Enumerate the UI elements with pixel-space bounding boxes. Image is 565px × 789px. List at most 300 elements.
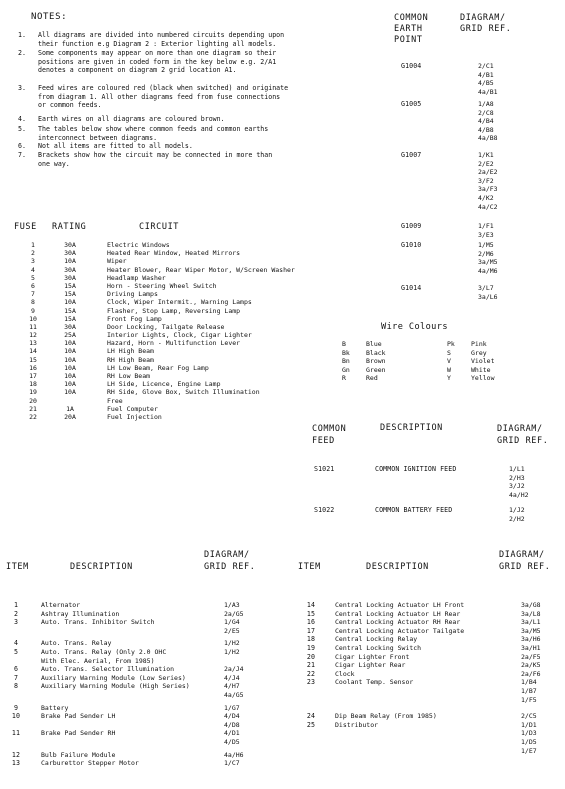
item-description-line: Central Locking Actuator LH Rear xyxy=(335,609,461,618)
fuse-circuit: Clock, Wiper Intermit., Warning Lamps xyxy=(107,298,252,307)
item-number: 9 xyxy=(13,703,19,712)
item-description-line: Central Locking Switch xyxy=(335,644,422,652)
item-number: 17 xyxy=(306,626,316,635)
item-description xyxy=(41,648,166,665)
item-description xyxy=(335,618,460,627)
feed-header xyxy=(312,423,346,447)
fuse-rating: 10A xyxy=(64,257,76,266)
wire-code-right xyxy=(447,340,455,383)
rating-header: RATING xyxy=(52,222,87,232)
item-description-line: Dip Beam Relay (From 1985) xyxy=(335,712,437,721)
item-description-line: Auto. Trans. Selector Illumination xyxy=(41,665,175,674)
feed-ref: 2/H2 xyxy=(509,514,525,523)
earth-ref: 3/L7 xyxy=(478,284,494,292)
wire-code-left xyxy=(342,340,350,383)
earth-point: G1004 xyxy=(401,62,422,70)
fuse-number: 8 xyxy=(31,298,35,307)
item-description xyxy=(41,610,119,619)
item-ref: 1/G7 xyxy=(224,703,240,712)
item-refs xyxy=(224,648,240,657)
fuse-number: 9 xyxy=(31,306,35,315)
earth-ref: 3a/F3 xyxy=(478,185,498,194)
item-ref: 4/D5 xyxy=(224,737,240,746)
earth-ref: 1/A8 xyxy=(478,100,494,108)
earth-ref: 4a/B1 xyxy=(478,87,498,96)
fuse-number: 1 xyxy=(31,241,35,249)
wire-name: Blue xyxy=(366,340,382,348)
item-description xyxy=(335,678,413,687)
fuse-rating: 30A xyxy=(64,265,76,274)
item-refs xyxy=(224,751,244,760)
item-refs xyxy=(224,729,240,746)
item-description-line: Auto. Trans. Relay xyxy=(41,639,112,648)
fuse-circuit: Headlamp Washer xyxy=(107,273,166,282)
fuse-rating: 15A xyxy=(64,306,76,315)
item-description xyxy=(335,661,405,670)
earth-refs xyxy=(478,62,498,96)
earth-ref: 4a/C2 xyxy=(478,202,498,211)
wire-name: Red xyxy=(366,374,378,383)
earth-refs xyxy=(478,151,498,211)
item-number: 24 xyxy=(306,712,316,721)
item-ref: 4/D8 xyxy=(224,720,240,729)
fuse-rating: 30A xyxy=(64,322,76,331)
item-refs xyxy=(224,682,244,699)
item-ref: 1/D3 xyxy=(521,729,537,738)
earth-ref: 4/B5 xyxy=(478,79,494,88)
feed-code: S1022 xyxy=(314,506,335,514)
item-description-line: With Elec. Aerial, From 1985) xyxy=(41,656,155,665)
item-description-line: Auto. Trans. Inhibitor Switch xyxy=(41,618,155,627)
fuse-rating: 15A xyxy=(64,281,76,290)
fuse-number: 20 xyxy=(29,396,37,405)
note-number: 5. xyxy=(18,125,26,133)
earth-point: G1010 xyxy=(401,241,422,249)
fuse-number: 12 xyxy=(29,331,37,340)
wire-name-right xyxy=(471,340,494,383)
note-number: 2. xyxy=(18,49,26,57)
item-description xyxy=(335,601,464,610)
wire-name: Yellow xyxy=(471,374,495,383)
item-ref: 2/E5 xyxy=(224,626,240,635)
item-number: 16 xyxy=(306,618,316,627)
fuse-circuit: Hazard, Horn - Multifunction Lever xyxy=(107,339,241,348)
item-ref: 4/D4 xyxy=(224,712,240,721)
fuse-number: 11 xyxy=(29,322,37,331)
fuse-number: 3 xyxy=(31,257,35,266)
earth-ref: 2/E2 xyxy=(478,159,494,168)
item-number: 8 xyxy=(13,682,19,691)
earth-ref: 3a/L6 xyxy=(478,292,498,301)
wire-colours-title: Wire Colours xyxy=(381,322,448,332)
earth-header-line: COMMON xyxy=(394,13,429,23)
fuse-rating: 15A xyxy=(64,290,76,299)
earth-ref: 4/B8 xyxy=(478,125,494,134)
fuse-rating: 10A xyxy=(64,363,76,372)
item-number: 14 xyxy=(306,601,316,609)
item-ref: 2a/G5 xyxy=(224,609,244,618)
item-ref: 2/C5 xyxy=(521,712,537,721)
item-number: 19 xyxy=(306,644,316,652)
feed-refs xyxy=(509,506,525,523)
fuse-number: 4 xyxy=(31,265,35,274)
item-description-line: Cigar Lighter Front xyxy=(335,652,410,661)
fuse-circuit: Interior Lights, Clock, Cigar Lighter xyxy=(107,331,252,340)
fuse-circuit: Door Locking, Tailgate Release xyxy=(107,322,225,331)
item-description-line: Central Locking Relay xyxy=(335,635,418,644)
earth-point: G1007 xyxy=(401,151,422,159)
item-description xyxy=(41,751,115,760)
item-ref: 1/D1 xyxy=(521,720,537,729)
fuse-circuit: Electric Windows xyxy=(107,241,170,249)
item-number: 25 xyxy=(306,720,316,729)
item-refs xyxy=(224,759,240,768)
fuse-number: 15 xyxy=(29,355,37,364)
wire-name: Violet xyxy=(471,357,495,366)
note-number: 7. xyxy=(18,151,26,159)
fuse-rating: 10A xyxy=(64,339,76,348)
earth-refs xyxy=(478,222,494,239)
item-description-line: Distributor xyxy=(335,720,379,729)
fuse-rating: 25A xyxy=(64,331,76,340)
item-ref: 3a/L1 xyxy=(521,618,541,627)
item-number: 23 xyxy=(306,678,316,687)
fuse-number: 13 xyxy=(29,339,37,348)
wire-name: Grey xyxy=(471,348,487,357)
item-refs xyxy=(521,644,541,653)
fuse-number: 14 xyxy=(29,347,37,356)
item-refs xyxy=(521,610,541,619)
item-description xyxy=(41,759,139,768)
item-description-line: Central Locking Actuator LH Front xyxy=(335,601,465,609)
fuse-number: 22 xyxy=(29,412,37,421)
note-text: Earth wires on all diagrams are coloured brown. xyxy=(38,115,225,123)
item-description-line: Ashtray Illumination xyxy=(41,609,120,618)
note-text: Some components may appear on more than one diagram so their positions are given in coded form in the key below e.g. 2/A1 denotes a component on diagram 2 grid location A1. xyxy=(38,49,277,75)
item-refs xyxy=(521,618,541,627)
fuse-circuit: RH High Beam xyxy=(107,355,154,364)
item-description-line: Auto. Trans. Relay (Only 2.0 OHC xyxy=(41,648,167,656)
earth-ref: 4/B1 xyxy=(478,70,494,79)
fuse-rating: 1A xyxy=(66,404,74,413)
fuse-number: 6 xyxy=(31,281,35,290)
note-number: 4. xyxy=(18,115,26,123)
earth-ref: 1/K1 xyxy=(478,151,494,159)
feed-header-line: COMMON xyxy=(312,424,347,434)
item-ref: 1/C7 xyxy=(224,759,240,768)
wire-code: W xyxy=(447,365,451,374)
item-description-line: Brake Pad Sender RH xyxy=(41,729,116,738)
earth-point: G1009 xyxy=(401,222,422,230)
item-description-line: Auxiliary Warning Module (Low Series) xyxy=(41,673,186,682)
feed-ref: 1/J2 xyxy=(509,506,525,514)
item-description xyxy=(335,712,437,721)
earth-ref: 1/F1 xyxy=(478,222,494,230)
earth-ref: 1/M5 xyxy=(478,241,494,249)
item-number: 2 xyxy=(13,609,19,618)
item-refs xyxy=(224,618,240,635)
fuse-header: FUSE xyxy=(14,222,37,232)
item-description xyxy=(335,644,421,653)
wire-code: Bn xyxy=(342,357,350,366)
item-ref: 2a/F6 xyxy=(521,669,541,678)
item-description xyxy=(41,665,174,674)
item-number: 1 xyxy=(13,601,19,609)
fuse-rating: 10A xyxy=(64,298,76,307)
item-ref: 4/H7 xyxy=(224,682,240,691)
item-description-line: Carburettor Stepper Motor xyxy=(41,759,139,768)
fuse-circuit: Heated Rear Window, Heated Mirrors xyxy=(107,249,241,258)
item-description-line: Clock xyxy=(335,669,355,678)
item-description-line: Central Locking Actuator Tailgate xyxy=(335,626,465,635)
feed-description: COMMON IGNITION FEED xyxy=(375,465,457,473)
item-ref: 4a/G5 xyxy=(224,690,244,699)
feed-desc-header: DESCRIPTION xyxy=(380,423,443,433)
earth-grid-header xyxy=(460,13,511,35)
item-description-line: Cigar Lighter Rear xyxy=(335,661,406,670)
item-refs xyxy=(224,601,240,610)
wire-name: White xyxy=(471,365,491,374)
item-description xyxy=(41,682,190,691)
item-refs xyxy=(224,639,240,648)
item-refs xyxy=(224,704,240,713)
item-ref: 1/D5 xyxy=(521,737,537,746)
item-ref: 4/D1 xyxy=(224,729,240,738)
item-number: 7 xyxy=(13,673,19,682)
earth-ref: 4a/B8 xyxy=(478,134,498,143)
item-number: 22 xyxy=(306,669,316,678)
item-description xyxy=(41,618,155,627)
item-number: 18 xyxy=(306,635,316,644)
item-ref: 2a/K5 xyxy=(521,661,541,670)
earth-ref: 4/K2 xyxy=(478,193,494,202)
item-description xyxy=(335,627,464,636)
items-grid-header-line: GRID REF. xyxy=(204,562,256,572)
fuse-circuit: RH Side, Glove Box, Switch Illumination xyxy=(107,388,260,397)
fuse-circuit: Flasher, Stop Lamp, Reversing Lamp xyxy=(107,306,241,315)
wire-code: Bk xyxy=(342,348,350,357)
item-number: 3 xyxy=(13,618,19,627)
fuse-rating: 30A xyxy=(64,249,76,258)
item-refs xyxy=(521,653,541,662)
item-ref: 1/G4 xyxy=(224,618,240,627)
fuse-number: 7 xyxy=(31,290,35,299)
feed-grid-header-line: GRID REF. xyxy=(497,436,549,446)
item-description xyxy=(41,704,68,713)
fuse-number-column xyxy=(26,241,40,421)
note-text: Not all items are fitted to all models. xyxy=(38,142,193,150)
item-number: 10 xyxy=(11,712,21,721)
wire-code: R xyxy=(342,374,346,383)
wire-code: Pk xyxy=(447,340,455,348)
earth-ref: 2a/E2 xyxy=(478,168,498,177)
fuse-circuit: Free xyxy=(107,396,123,405)
earth-header-line: EARTH xyxy=(394,24,423,34)
item-refs xyxy=(224,610,244,619)
note-text: Feed wires are coloured red (black when switched) and originate from diagram 1. All other diagrams feed from fuse connections or common feeds. xyxy=(38,84,289,110)
item-description xyxy=(335,635,417,644)
item-ref: 2a/F5 xyxy=(521,652,541,661)
feed-grid-header xyxy=(497,423,548,447)
item-ref: 3a/G8 xyxy=(521,601,541,609)
item-description xyxy=(41,729,115,738)
items-desc-header-right: DESCRIPTION xyxy=(366,562,429,572)
wire-code: V xyxy=(447,357,451,366)
wire-name: Green xyxy=(366,365,386,374)
item-number: 21 xyxy=(306,661,316,670)
note-text: The tables below show where common feeds and common earths interconnect between diagrams. xyxy=(38,125,269,142)
item-description xyxy=(335,670,355,679)
feed-description: COMMON BATTERY FEED xyxy=(375,506,453,514)
note-text: Brackets show how the circuit may be connected in more than one way. xyxy=(38,151,273,168)
notes-title: NOTES: xyxy=(31,12,68,22)
earth-ref: 2/C8 xyxy=(478,108,494,117)
fuse-circuit: Driving Lamps xyxy=(107,290,158,299)
items-item-header-left: ITEM xyxy=(6,562,29,572)
item-ref: 2a/J4 xyxy=(224,665,244,674)
wire-name: Brown xyxy=(366,357,386,366)
feed-grid-header-line: DIAGRAM/ xyxy=(497,424,543,434)
item-description xyxy=(335,721,378,730)
fuse-circuit: RH Low Beam xyxy=(107,372,151,380)
item-refs xyxy=(521,712,537,721)
fuse-number: 17 xyxy=(29,372,37,380)
wire-name: Black xyxy=(366,348,386,357)
fuse-circuit: Heater Blower, Rear Wiper Motor, W/Screen Washer xyxy=(107,265,295,274)
fuse-rating: 10A xyxy=(64,347,76,356)
fuse-rating: 15A xyxy=(64,314,76,323)
item-ref: 1/H2 xyxy=(224,639,240,648)
note-number: 1. xyxy=(18,31,26,39)
fuse-rating: 10A xyxy=(64,380,76,389)
item-ref: 1/B4 xyxy=(521,678,537,687)
fuse-number: 18 xyxy=(29,380,37,389)
item-description xyxy=(335,610,460,619)
earth-ref: 2/M6 xyxy=(478,249,494,258)
feed-ref: 4a/H2 xyxy=(509,490,529,499)
items-grid-header-left xyxy=(204,549,255,573)
feed-refs xyxy=(509,465,529,499)
earth-refs xyxy=(478,241,498,275)
fuse-rating: 10A xyxy=(64,355,76,364)
item-refs xyxy=(521,670,541,679)
fuse-circuit-column xyxy=(107,241,295,421)
wire-code: S xyxy=(447,348,451,357)
feed-ref: 3/J2 xyxy=(509,482,525,491)
fuse-circuit: Fuel Computer xyxy=(107,404,158,413)
item-description-line: Battery xyxy=(41,703,69,712)
item-refs xyxy=(521,661,541,670)
item-description-line: Auxiliary Warning Module (High Series) xyxy=(41,682,190,691)
earth-grid-header-line: GRID REF. xyxy=(460,24,512,34)
earth-refs xyxy=(478,284,498,301)
earth-grid-header-line: DIAGRAM/ xyxy=(460,13,506,23)
fuse-rating xyxy=(58,397,82,405)
fuse-rating: 10A xyxy=(64,372,76,380)
item-ref: 3a/H6 xyxy=(521,635,541,644)
fuse-rating-column xyxy=(58,241,82,421)
item-ref: 1/H2 xyxy=(224,648,240,656)
item-refs xyxy=(521,601,541,610)
item-number: 11 xyxy=(11,729,21,738)
item-ref: 3a/H1 xyxy=(521,644,541,652)
item-ref: 3a/M5 xyxy=(521,626,541,635)
wire-code: B xyxy=(342,340,346,348)
fuse-rating: 30A xyxy=(64,273,76,282)
item-refs xyxy=(521,635,541,644)
fuse-circuit: Front Fog Lamp xyxy=(107,314,162,323)
fuse-circuit: Horn - Steering Wheel Switch xyxy=(107,281,217,290)
item-ref: 4/J4 xyxy=(224,673,240,682)
fuse-circuit: LH High Beam xyxy=(107,347,154,356)
earth-ref: 3a/M5 xyxy=(478,258,498,267)
item-ref: 1/F5 xyxy=(521,695,537,704)
earth-point-header xyxy=(394,13,428,46)
item-refs xyxy=(224,674,240,683)
earth-ref: 3/E3 xyxy=(478,230,494,239)
fuse-number: 16 xyxy=(29,363,37,372)
items-item-header-right: ITEM xyxy=(298,562,321,572)
items-desc-header-left: DESCRIPTION xyxy=(70,562,133,572)
item-description xyxy=(41,601,80,610)
fuse-rating: 10A xyxy=(64,388,76,397)
item-ref: 1/A3 xyxy=(224,601,240,609)
fuse-rating: 30A xyxy=(64,241,76,249)
item-number: 13 xyxy=(11,759,21,768)
item-ref: 1/E7 xyxy=(521,746,537,755)
fuse-number: 19 xyxy=(29,388,37,397)
wire-name-left xyxy=(366,340,386,383)
items-grid-header-right xyxy=(499,549,550,573)
note-text: All diagrams are divided into numbered circuits depending upon their function e.g Diagram 2 : Exterior lighting all models. xyxy=(38,31,285,48)
items-grid-header-line: DIAGRAM/ xyxy=(204,550,250,560)
fuse-circuit: LH Side, Licence, Engine Lamp xyxy=(107,380,221,389)
note-number: 3. xyxy=(18,84,26,92)
item-refs xyxy=(521,721,537,755)
item-description xyxy=(41,712,115,721)
feed-ref: 1/L1 xyxy=(509,465,525,473)
item-description-line: Brake Pad Sender LH xyxy=(41,712,116,721)
earth-point: G1005 xyxy=(401,100,422,108)
feed-code: S1021 xyxy=(314,465,335,473)
item-description xyxy=(41,674,186,683)
item-number: 4 xyxy=(13,639,19,648)
item-number: 5 xyxy=(13,648,19,656)
fuse-circuit: Wiper xyxy=(107,257,127,266)
circuit-header: CIRCUIT xyxy=(139,222,180,232)
note-number: 6. xyxy=(18,142,26,150)
earth-header-line: POINT xyxy=(394,35,423,45)
feed-ref: 2/H3 xyxy=(509,473,525,482)
items-grid-header-line: GRID REF. xyxy=(499,562,551,572)
wire-code: Y xyxy=(447,374,451,383)
item-number: 12 xyxy=(11,750,21,759)
wire-code: Gn xyxy=(342,365,350,374)
fuse-number: 2 xyxy=(31,249,35,258)
earth-ref: 4a/M6 xyxy=(478,266,498,275)
item-number: 20 xyxy=(306,652,316,661)
item-description-line: Central Locking Actuator RH Rear xyxy=(335,618,461,627)
fuse-circuit: Fuel Injection xyxy=(107,412,162,421)
fuse-rating: 20A xyxy=(64,412,76,421)
item-description xyxy=(41,639,111,648)
item-ref: 4a/H6 xyxy=(224,750,244,759)
item-description-line: Alternator xyxy=(41,601,81,609)
fuse-number: 5 xyxy=(31,273,35,282)
item-number: 15 xyxy=(306,609,316,618)
earth-ref: 4/B4 xyxy=(478,117,494,126)
earth-ref: 3/F2 xyxy=(478,176,494,185)
